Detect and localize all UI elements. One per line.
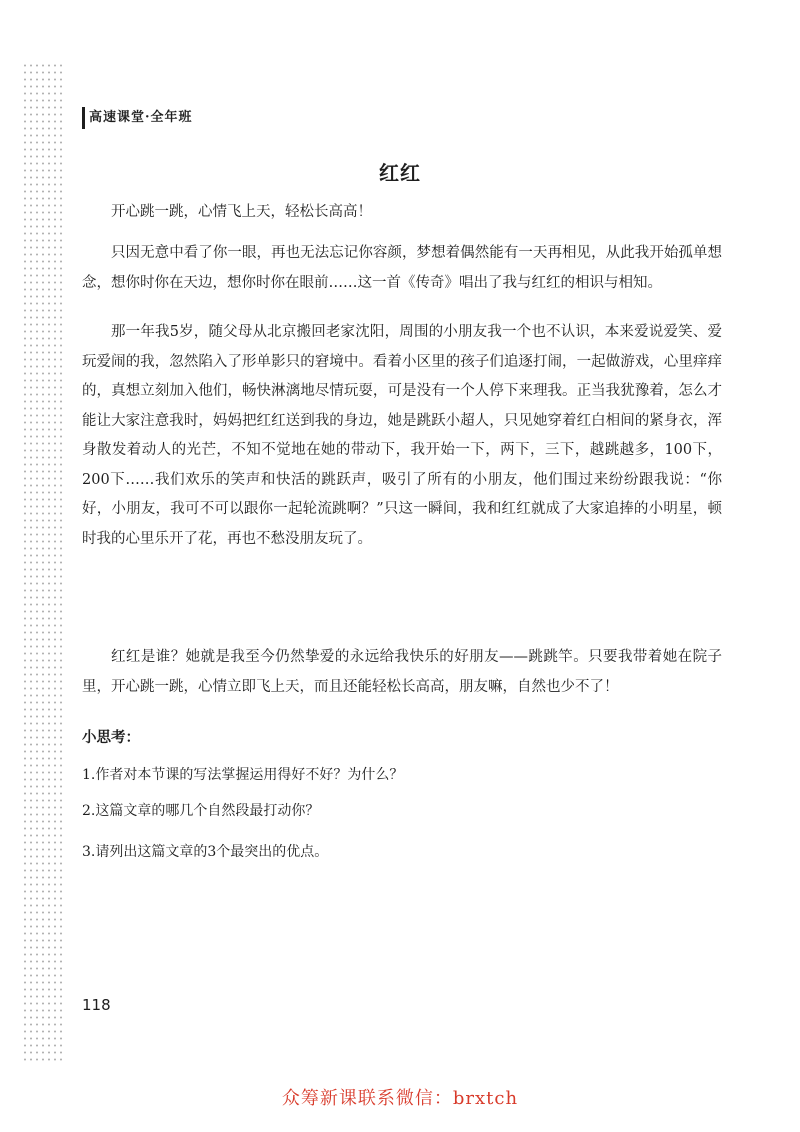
thinking-question: 1.作者对本节课的写法掌握运用得好不好？为什么？	[82, 767, 404, 783]
footer-watermark-text: 众筹新课联系微信：brxtch	[281, 1088, 519, 1109]
thinking-heading: 小思考：	[82, 729, 140, 746]
page-number: 118	[82, 996, 111, 1014]
binding-dot-margin	[22, 62, 66, 1062]
article-paragraph: 红红是谁？她就是我至今仍然挚爱的永远给我快乐的好朋友——跳跳竿。只要我带着她在院子里，开心跳一跳，心情立即飞上天，而且还能轻松长高高，朋友嘛，自然也少不了！	[82, 649, 722, 695]
thinking-question: 3.请列出这篇文章的3个最突出的优点。	[82, 844, 329, 860]
article-title: 红红	[379, 161, 421, 185]
article-paragraph: 开心跳一跳，心情飞上天，轻松长高高！	[111, 204, 372, 220]
article-paragraph: 那一年我5岁，随父母从北京搬回老家沈阳，周围的小朋友我一个也不认识，本来爱说爱笑、爱玩爱闹的我，忽然陷入了形单影只的窘境中。看着小区里的孩子们追逐打闹，一起做游戏，心里痒痒的，真想立刻加入他们，畅快淋漓地尽情玩耍，可是没有一个人停下来理我。正当我犹豫着，怎么才能让大家注意我时，妈妈把红红送到我的身边，她是跳跃小超人，只见她穿着红白相间的紧身衣，浑身散发着动人的光芒，不知不觉地在她的带动下，我开始一下，两下，三下，越跳越多，100下，200下……我们欢乐的笑声和快活的跳跃声，吸引了所有的小朋友，他们围过来纷纷跟我说：“你好，小朋友，我可不可以跟你一起轮流跳啊？”只这一瞬间，我和红红就成了大家追捧的小明星，顿时我的心里乐开了花，再也不愁没朋友玩了。	[82, 324, 722, 547]
thinking-question: 2.这篇文章的哪几个自然段最打动你？	[82, 803, 320, 819]
article-paragraph: 只因无意中看了你一眼，再也无法忘记你容颜，梦想着偶然能有一天再相见，从此我开始孤单想念，想你时你在天边，想你时你在眼前……这一首《传奇》唱出了我与红红的相识与相知。	[82, 245, 722, 291]
running-header: 高速课堂·全年班	[82, 107, 193, 129]
